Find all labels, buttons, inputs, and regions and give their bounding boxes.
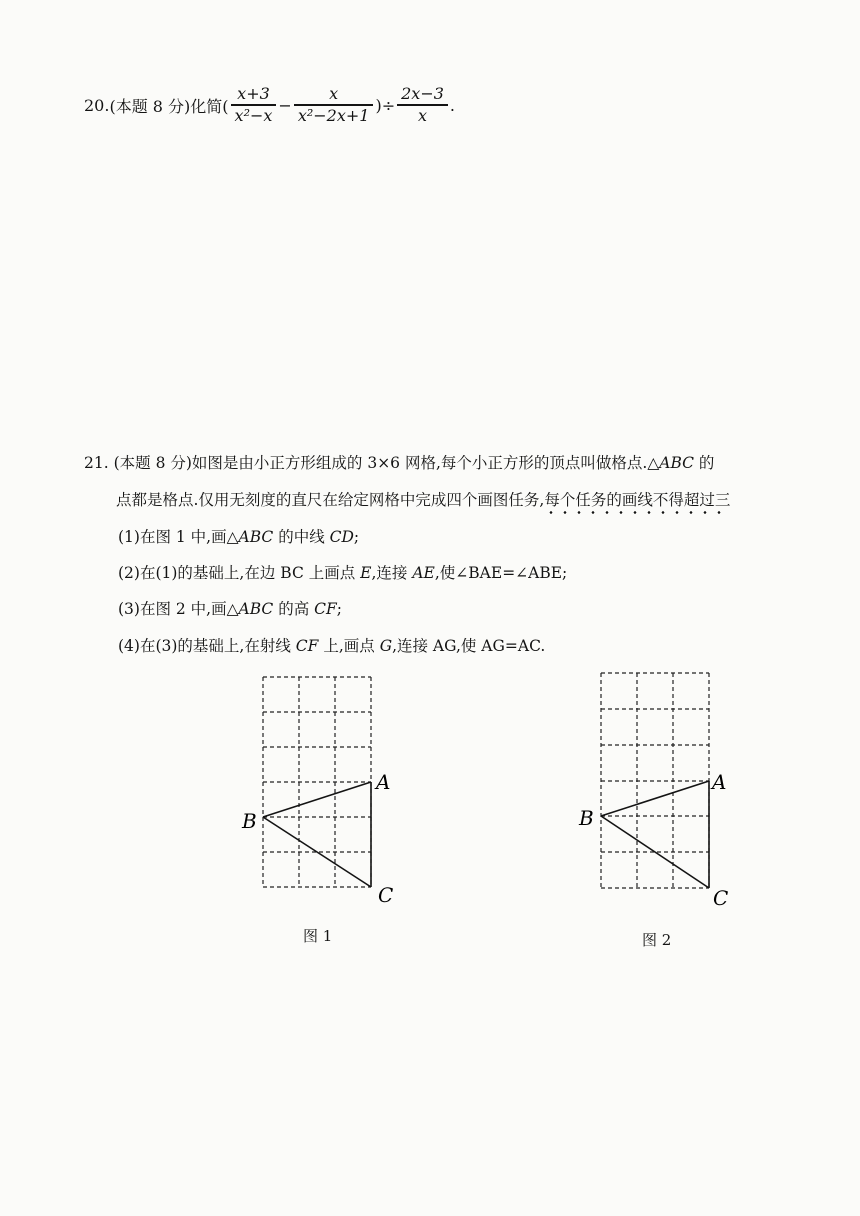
task-text: 的高 — [273, 600, 315, 618]
vertex-label-c: C — [378, 883, 394, 907]
q20-score: (本题 8 分) — [109, 96, 191, 116]
figure-2-caption: 图 2 — [642, 931, 672, 949]
q21-line1-text: 如图是由小正方形组成的 3×6 网格,每个小正方形的顶点叫做格点.△ — [191, 454, 660, 472]
q20-fraction-1 — [231, 84, 277, 125]
q20-minus: − — [278, 95, 292, 115]
figure-1-grid — [230, 668, 430, 916]
figure-1-caption: 图 1 — [303, 927, 333, 945]
q21-line2-emphasis: 每个任务的画线不得超过三 — [544, 491, 730, 515]
task-text: (3)在图 2 中,画△ — [118, 600, 239, 618]
q21-task-1 — [118, 525, 359, 547]
q21-line1-tail: 的 — [693, 454, 715, 472]
q21-intro-line-2 — [116, 488, 730, 510]
task-math: ABC — [238, 600, 274, 618]
q21-line1-triangle: ABC — [659, 454, 694, 472]
task-text: 上,画点 — [318, 637, 380, 655]
vertex-label-a: A — [376, 770, 391, 794]
task-math: E — [360, 564, 372, 582]
vertex-label-a: A — [712, 770, 727, 794]
q20-problem — [84, 74, 455, 136]
task-text: 的中线 — [273, 528, 330, 546]
task-math: AE — [412, 564, 435, 582]
q20-number: 20. — [84, 95, 110, 115]
task-text: (1)在图 1 中,画△ — [118, 528, 239, 546]
q20-fraction-1-denominator: x²−x — [234, 105, 273, 125]
vertex-label-b: B — [242, 809, 257, 833]
vertex-label-c: C — [713, 886, 729, 910]
vertex-label-b: B — [579, 806, 594, 830]
task-text: ,连接 AG,使 AG=AC. — [392, 637, 546, 655]
q20-period: . — [449, 95, 456, 115]
q20-divide: )÷ — [375, 95, 396, 115]
task-text: ,使∠BAE=∠ABE; — [434, 564, 568, 582]
triangle-abc — [601, 781, 709, 888]
task-text: ; — [353, 528, 360, 546]
q21-line2-text: 点都是格点.仅用无刻度的直尺在给定网格中完成四个画图任务, — [116, 491, 545, 509]
task-text: ; — [336, 600, 342, 618]
q20-fraction-3-denominator: x — [418, 105, 428, 125]
task-math: ABC — [238, 528, 274, 546]
task-math: CD — [329, 528, 354, 546]
q20-fraction-3-numerator: 2x−3 — [401, 84, 444, 104]
task-text: (4)在(3)的基础上,在射线 — [118, 637, 296, 655]
q20-fraction-2 — [294, 84, 374, 125]
q21-score: (本题 8 分) — [113, 454, 192, 472]
q20-fraction-2-numerator: x — [329, 84, 339, 104]
task-math: CF — [295, 637, 319, 655]
q21-task-4 — [118, 634, 545, 656]
q20-fraction-1-numerator: x+3 — [237, 84, 270, 104]
figure-2-grid — [568, 664, 768, 916]
q21-task-2 — [118, 561, 567, 583]
q21-task-3 — [118, 597, 342, 619]
q20-fraction-3 — [397, 84, 448, 125]
q21-number: 21. — [84, 454, 109, 472]
task-math: CF — [314, 600, 337, 618]
q20-instruction: 化简( — [190, 96, 229, 116]
task-text: ,连接 — [371, 564, 413, 582]
q20-fraction-2-denominator: x²−2x+1 — [297, 105, 370, 125]
q21-intro-line-1 — [84, 451, 714, 473]
task-text: (2)在(1)的基础上,在边 BC 上画点 — [118, 564, 361, 582]
task-math: G — [379, 637, 393, 655]
triangle-abc — [263, 782, 371, 887]
